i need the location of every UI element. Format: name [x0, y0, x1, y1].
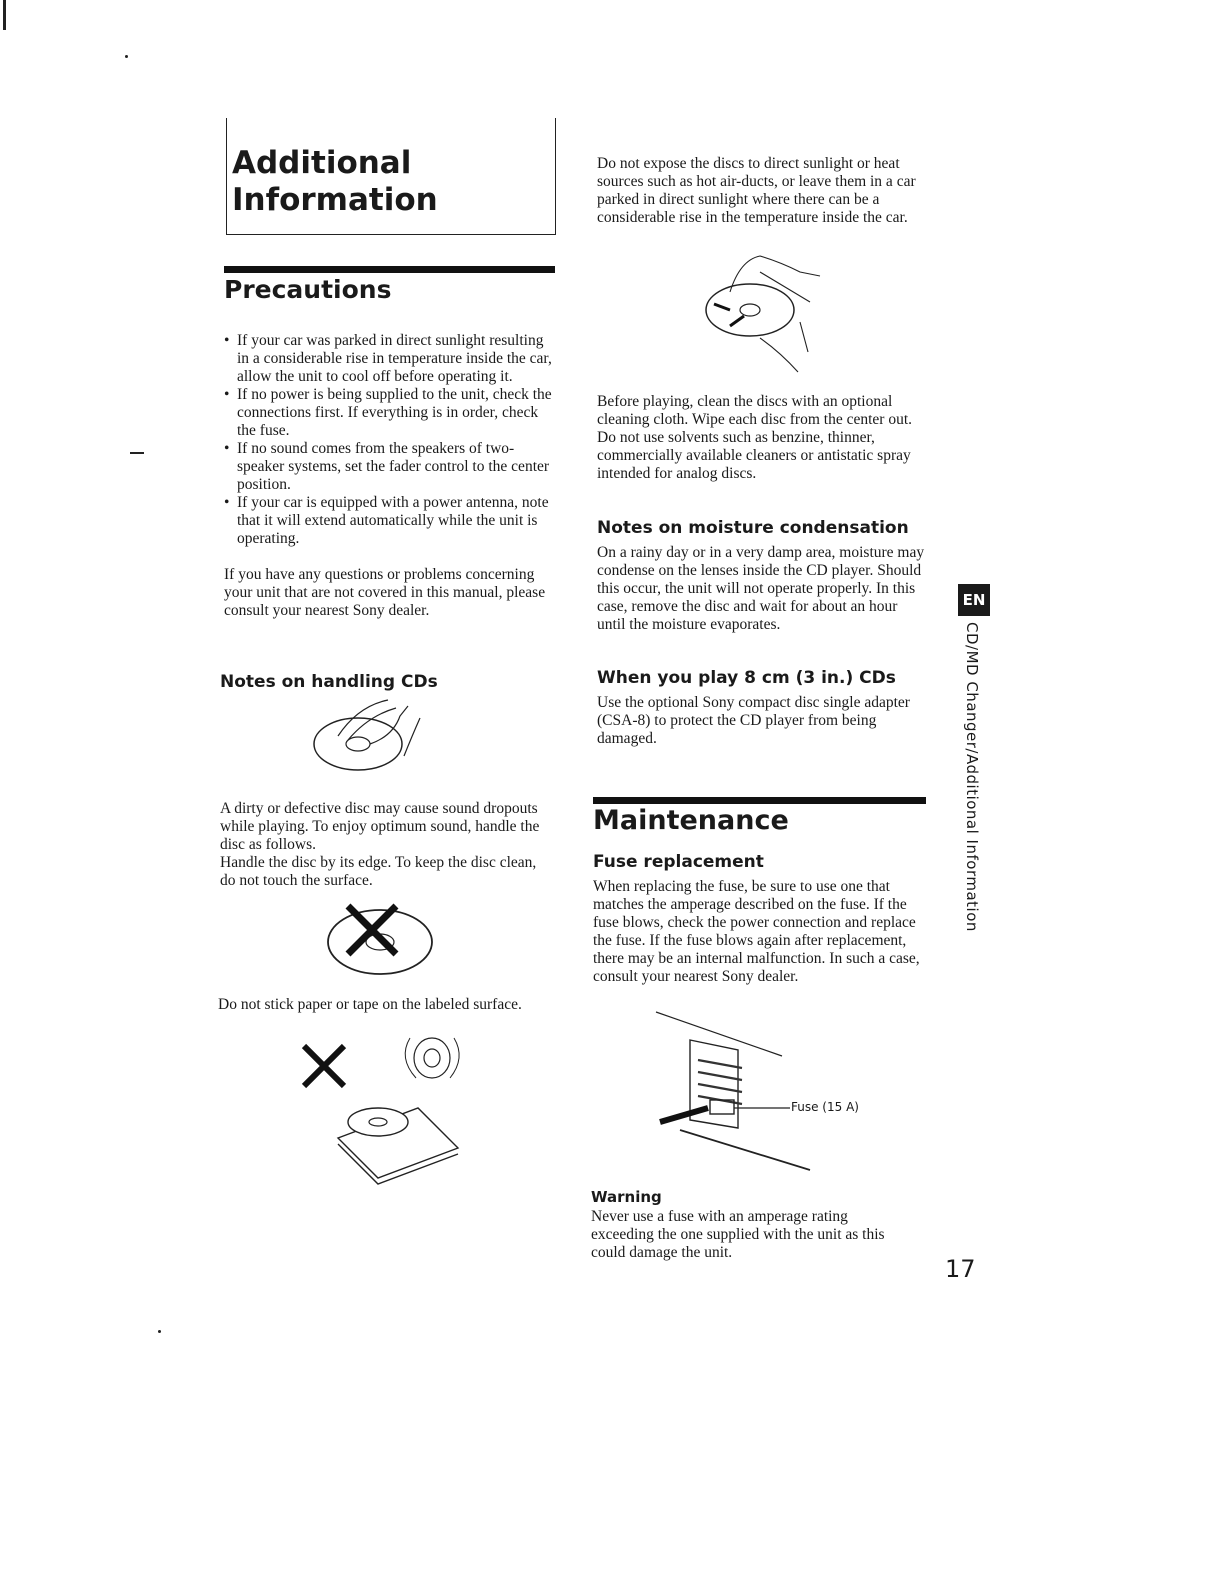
solvents-paragraph: Do not use solvents such as benzine, thinner, commercially available cleaners or antistatic spray intended for analog discs.	[597, 429, 911, 482]
fuse-replacement-illustration	[650, 1010, 820, 1175]
fuse-paragraph: When replacing the fuse, be sure to use one that matches the amperage described on the fuse. If the fuse blows, check the power connection and replace the fuse. If the fuse blows again after replacement, there may be an internal malfunction. In such a case, consult your nearest Sony dealer.	[593, 878, 920, 985]
questions-paragraph: If you have any questions or problems concerning your unit that are not covered in this manual, please consult your nearest Sony dealer.	[224, 566, 546, 619]
precautions-list	[224, 332, 552, 548]
handling-text-1	[220, 800, 540, 890]
scan-speck	[158, 1330, 161, 1333]
scan-edge-mark	[3, 0, 6, 30]
handling-text-2: Do not stick paper or tape on the labeled surface.	[218, 996, 522, 1013]
side-tab-label: CD/MD Changer/Additional Information	[963, 622, 981, 932]
list-item: • If your car was parked in direct sunlight resulting in a considerable rise in temperature inside the car, allow the unit to cool off before operating it.	[224, 332, 552, 386]
disc-edge-illustration	[308, 696, 428, 776]
clean-paragraph: Before playing, clean the discs with an optional cleaning cloth. Wipe each disc from the center out.	[597, 393, 912, 428]
warning-title: Warning	[591, 1188, 662, 1206]
maintenance-title: Maintenance	[593, 805, 789, 836]
small-cd-title: When you play 8 cm (3 in.) CDs	[597, 668, 896, 688]
scan-speck	[125, 55, 128, 58]
page-title	[232, 145, 438, 219]
no-paper-tape-illustration	[298, 1038, 478, 1178]
list-item: • If your car is equipped with a power antenna, note that it will extend automatically while the unit is operating.	[224, 494, 552, 548]
page-title-line1: Additional	[232, 145, 412, 181]
scan-speck	[130, 452, 144, 454]
moisture-title: Notes on moisture condensation	[597, 518, 909, 538]
moisture-paragraph: On a rainy day or in a very damp area, moisture may condense on the lenses inside the CD player. Should this occur, the unit will not operate properly. In this case, remove the disc and wait for about an hour until the moisture evaporates.	[597, 544, 925, 633]
no-touch-surface-illustration	[326, 896, 456, 978]
fuse-title: Fuse replacement	[593, 852, 764, 872]
list-item: • If no sound comes from the speakers of two-speaker systems, set the fader control to the center position.	[224, 440, 552, 494]
cleaning-disc-illustration	[700, 252, 840, 372]
handling-paragraph-1: A dirty or defective disc may cause sound dropouts while playing. To enjoy optimum sound, handle the disc as follows.	[220, 800, 540, 853]
language-badge: EN	[958, 584, 990, 616]
maintenance-rule	[593, 797, 926, 804]
precautions-title: Precautions	[224, 275, 392, 304]
page-number: 17	[945, 1255, 976, 1283]
precautions-body	[224, 332, 552, 620]
small-cd-paragraph: Use the optional Sony compact disc single adapter (CSA-8) to protect the CD player from being damaged.	[597, 694, 910, 747]
cleaning-text	[597, 393, 932, 483]
warning-paragraph: Never use a fuse with an amperage rating exceeding the one supplied with the unit as this could damage the unit.	[591, 1208, 885, 1261]
handling-title: Notes on handling CDs	[220, 672, 438, 692]
handling-paragraph-2: Handle the disc by its edge. To keep the disc clean, do not touch the surface.	[220, 854, 537, 889]
section-rule	[224, 266, 555, 273]
list-item: • If no power is being supplied to the unit, check the connections first. If everything is in order, check the fuse.	[224, 386, 552, 440]
fuse-label: Fuse (15 A)	[791, 1100, 859, 1114]
sunlight-paragraph: Do not expose the discs to direct sunlight or heat sources such as hot air-ducts, or leave them in a car parked in direct sunlight where there can be a considerable rise in the temperature inside the car.	[597, 155, 916, 226]
page-title-line2: Information	[232, 182, 438, 218]
